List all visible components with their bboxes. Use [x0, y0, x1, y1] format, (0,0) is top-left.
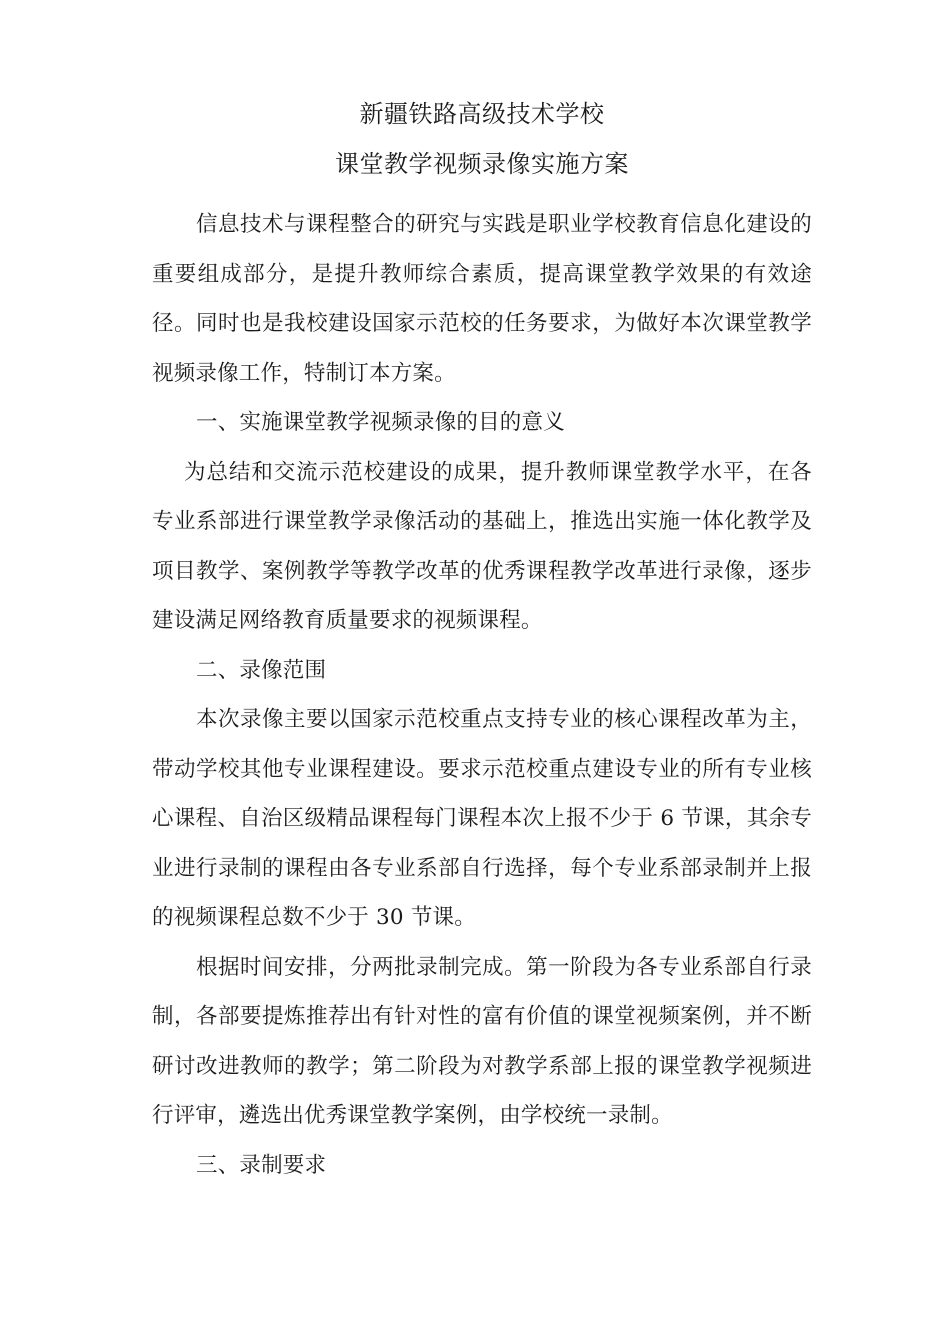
document-title-plan: 课堂教学视频录像实施方案 — [335, 150, 629, 178]
document-title-school: 新疆铁路高级技术学校 — [359, 100, 605, 128]
section-heading-purpose: 一、实施课堂教学视频录像的目的意义 — [196, 410, 565, 435]
paragraph-scope: 本次录像主要以国家示范校重点支持专业的核心课程改革为主，带动学校其他专业课程建设。要求示范校重点建设专业的所有专业核心课程、自治区级精品课程每门课程本次上报不少于 6 节课，其余专业进行录制的课程由各专业系部自行选择，每个专业系部录制并上报的视频课程总数不少于 30 节课。 — [152, 707, 812, 930]
paragraph-schedule: 根据时间安排，分两批录制完成。第一阶段为各专业系部自行录制，各部要提炼推荐出有针对性的富有价值的课堂视频案例，并不断研讨改进教师的教学；第二阶段为对教学系部上报的课堂教学视频进行评审，遴选出优秀课堂教学案例，由学校统一录制。 — [152, 954, 812, 1128]
section-heading-requirements: 三、录制要求 — [196, 1152, 327, 1178]
paragraph-intro: 信息技术与课程整合的研究与实践是职业学校教育信息化建设的重要组成部分，是提升教师综合素质，提高课堂教学效果的有效途径。同时也是我校建设国家示范校的任务要求，为做好本次课堂教学视频录像工作，特制订本方案。 — [152, 212, 812, 386]
section-heading-scope: 二、录像范围 — [196, 657, 327, 683]
document-body — [152, 98, 812, 1190]
paragraph-purpose: 为总结和交流示范校建设的成果，提升教师课堂教学水平，在各专业系部进行课堂教学录像活动的基础上，推选出实施一体化教学及项目教学、案例教学等教学改革的优秀课程教学改革进行录像，逐步建设满足网络教育质量要求的视频课程。 — [152, 459, 812, 633]
